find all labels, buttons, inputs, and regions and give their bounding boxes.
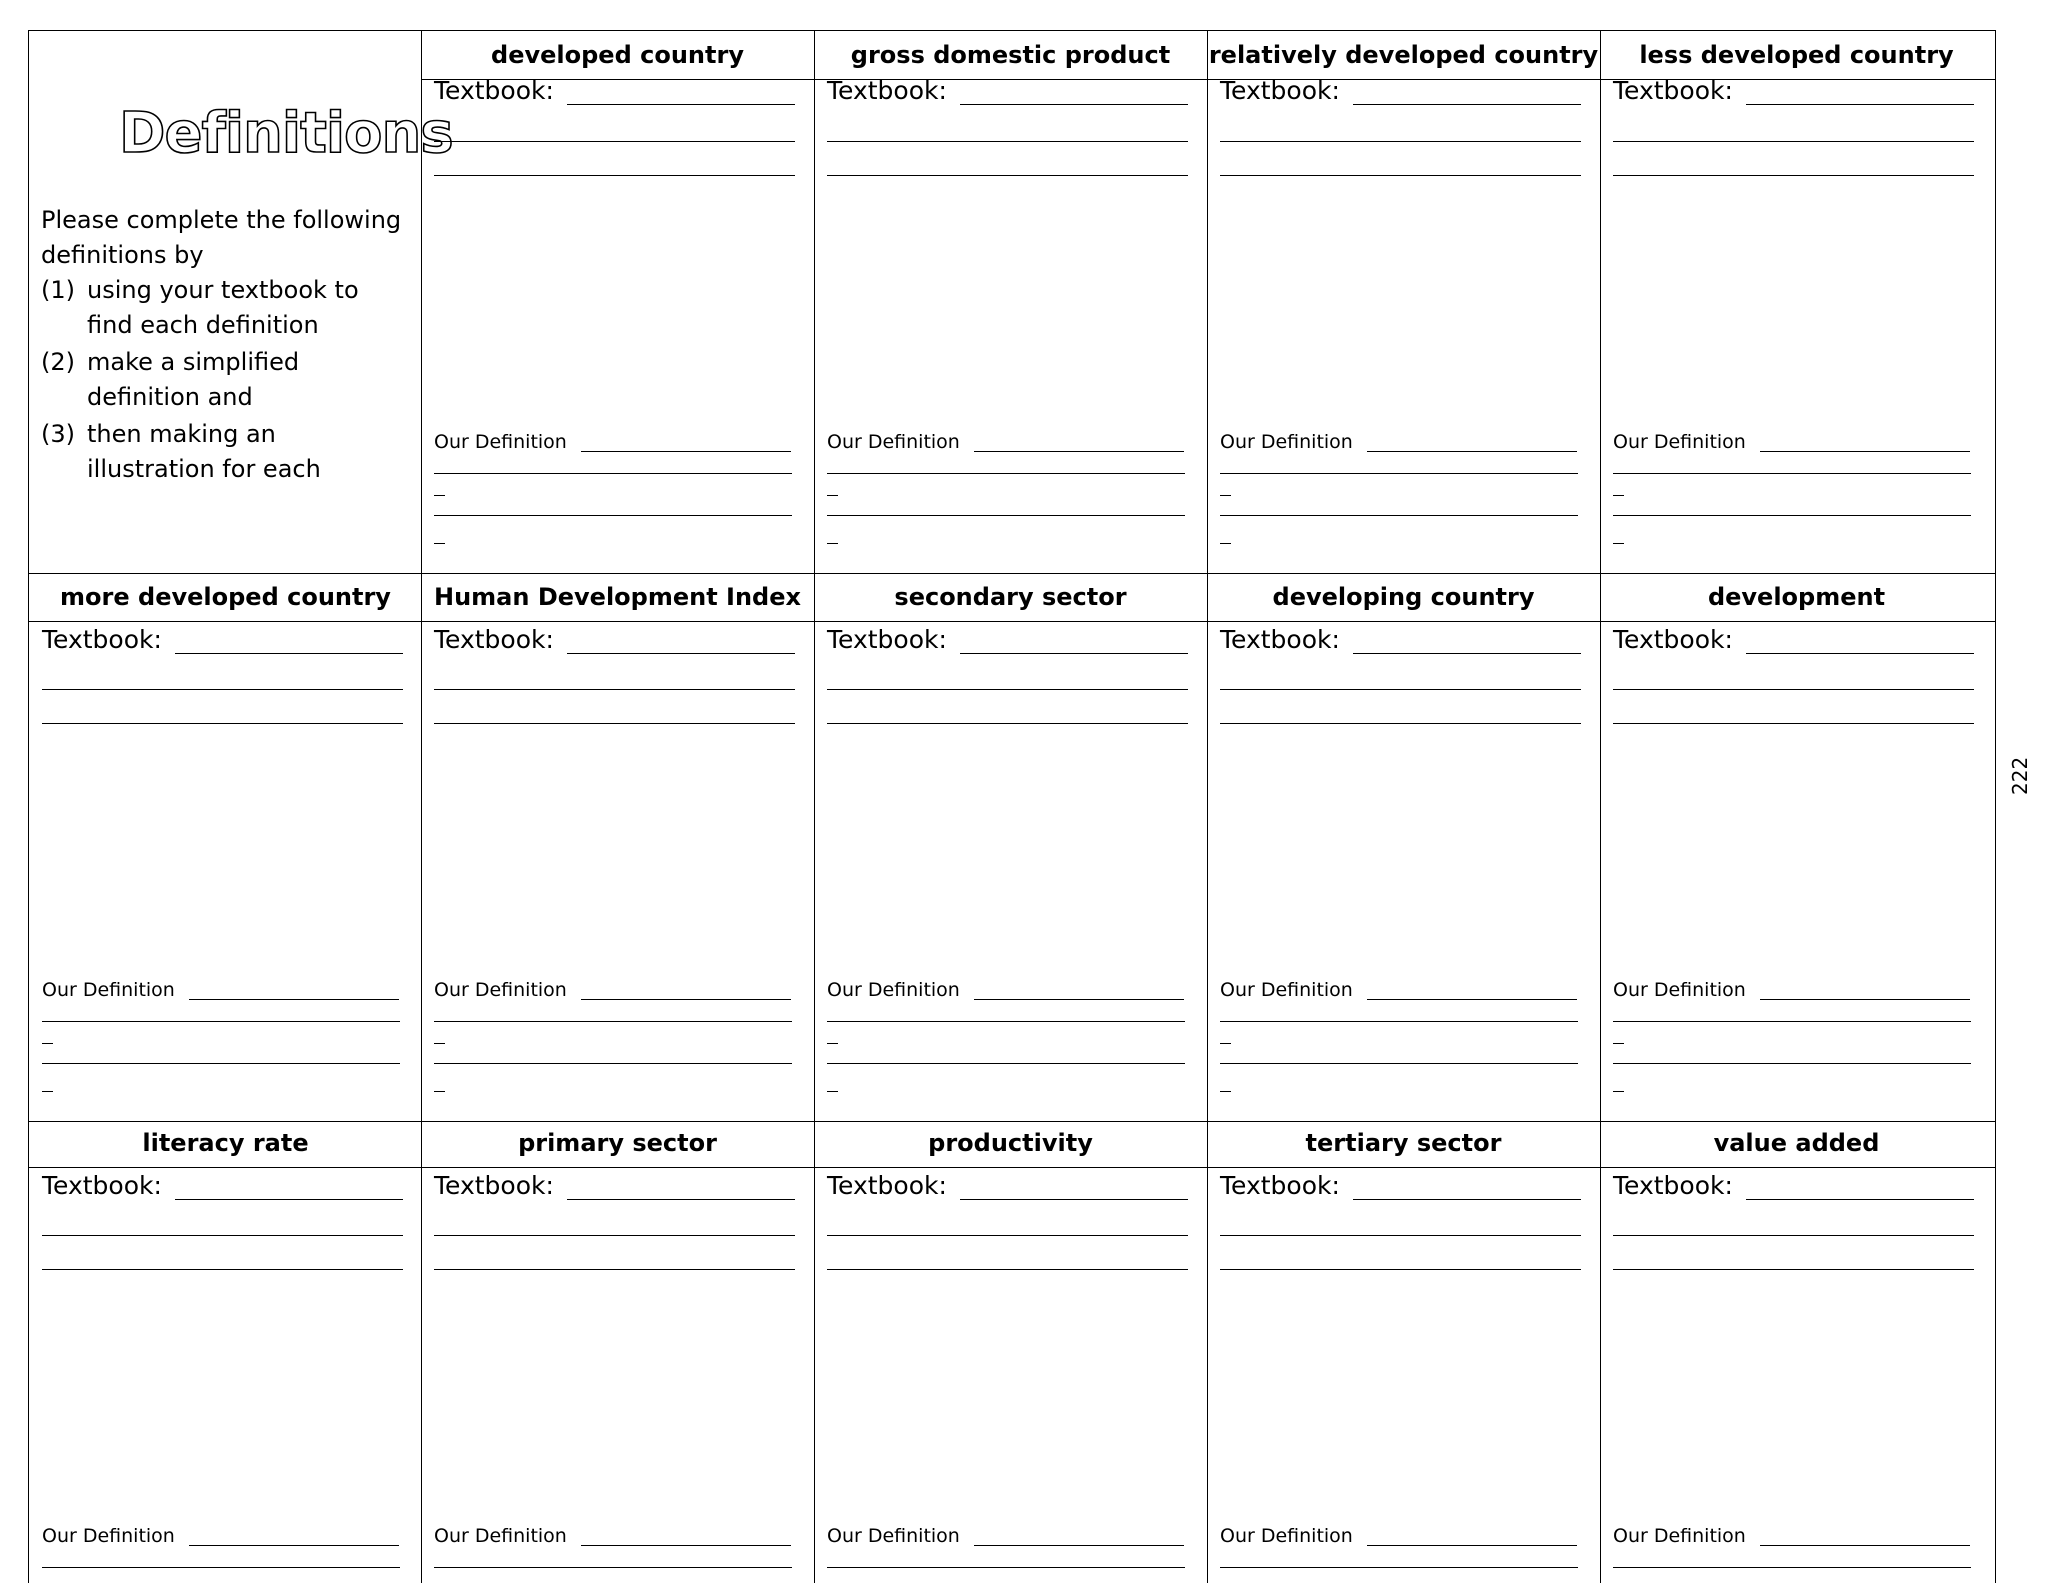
textbook-answer-line	[434, 689, 795, 690]
textbook-answer-line	[42, 1269, 403, 1270]
our-definition-label: Our Definition	[827, 431, 960, 453]
textbook-answer-line	[1746, 1199, 1974, 1200]
step-text: then making an illustration for each	[87, 420, 321, 483]
textbook-label: Textbook:	[827, 76, 947, 105]
textbook-answer-line	[1613, 689, 1974, 690]
our-definition-line	[581, 1545, 791, 1546]
textbook-label: Textbook:	[434, 625, 554, 654]
our-definition-line	[1220, 1021, 1578, 1022]
textbook-answer-line	[1746, 104, 1974, 105]
dash-mark	[827, 543, 838, 544]
step-text: make a simplified definition and	[87, 348, 300, 411]
row-divider	[29, 621, 1995, 622]
textbook-answer-line	[1220, 1269, 1581, 1270]
our-definition-label: Our Definition	[434, 979, 567, 1001]
dash-mark	[434, 1043, 445, 1044]
our-definition-label: Our Definition	[42, 1525, 175, 1547]
our-definition-label: Our Definition	[827, 1525, 960, 1547]
textbook-answer-line	[1220, 141, 1581, 142]
textbook-answer-line	[567, 104, 795, 105]
our-definition-line	[1220, 473, 1578, 474]
textbook-answer-line	[1613, 141, 1974, 142]
our-definition-line	[434, 1021, 792, 1022]
dash-mark	[434, 543, 445, 544]
term-heading: relatively developed country	[1208, 41, 1599, 69]
our-definition-line	[434, 1567, 792, 1568]
our-definition-line	[974, 451, 1184, 452]
step-number: (1)	[41, 276, 75, 304]
textbook-label: Textbook:	[1613, 76, 1733, 105]
row-divider	[29, 1167, 1995, 1168]
dash-mark	[42, 1043, 53, 1044]
term-heading: primary sector	[518, 1129, 717, 1157]
textbook-answer-line	[960, 1199, 1188, 1200]
term-heading: less developed country	[1639, 41, 1954, 69]
our-definition-line	[434, 473, 792, 474]
our-definition-label: Our Definition	[434, 431, 567, 453]
dash-mark	[42, 1091, 53, 1092]
our-definition-line	[827, 1567, 1185, 1568]
our-definition-label: Our Definition	[1613, 431, 1746, 453]
worksheet-grid	[28, 30, 1996, 1583]
textbook-answer-line	[434, 723, 795, 724]
textbook-label: Textbook:	[1220, 625, 1340, 654]
textbook-label: Textbook:	[42, 625, 162, 654]
textbook-answer-line	[434, 1235, 795, 1236]
our-definition-label: Our Definition	[42, 979, 175, 1001]
textbook-answer-line	[827, 175, 1188, 176]
row-divider	[421, 79, 1995, 80]
our-definition-line	[189, 999, 399, 1000]
textbook-answer-line	[42, 723, 403, 724]
textbook-answer-line	[42, 1235, 403, 1236]
column-divider	[814, 31, 815, 1583]
textbook-answer-line	[1613, 723, 1974, 724]
our-definition-line	[434, 515, 792, 516]
our-definition-line	[1613, 473, 1971, 474]
textbook-answer-line	[434, 141, 795, 142]
term-heading: more developed country	[60, 583, 391, 611]
textbook-answer-line	[1613, 1269, 1974, 1270]
our-definition-line	[434, 1063, 792, 1064]
row-divider	[29, 573, 1995, 574]
our-definition-line	[42, 1063, 400, 1064]
textbook-answer-line	[567, 1199, 795, 1200]
textbook-answer-line	[827, 1235, 1188, 1236]
textbook-answer-line	[1353, 653, 1581, 654]
textbook-answer-line	[175, 653, 403, 654]
our-definition-line	[1760, 1545, 1970, 1546]
textbook-answer-line	[1220, 175, 1581, 176]
textbook-label: Textbook:	[1220, 1171, 1340, 1200]
textbook-label: Textbook:	[1613, 1171, 1733, 1200]
our-definition-line	[1367, 1545, 1577, 1546]
our-definition-line	[581, 999, 791, 1000]
textbook-answer-line	[1220, 689, 1581, 690]
textbook-label: Textbook:	[434, 1171, 554, 1200]
our-definition-line	[581, 451, 791, 452]
page-title: Definitions	[119, 101, 453, 166]
textbook-answer-line	[960, 104, 1188, 105]
column-divider	[421, 31, 422, 1583]
term-heading: development	[1707, 583, 1886, 611]
our-definition-line	[1613, 1021, 1971, 1022]
textbook-label: Textbook:	[42, 1171, 162, 1200]
textbook-label: Textbook:	[827, 625, 947, 654]
instructions-intro: Please complete the following definitions by	[41, 206, 402, 269]
term-heading: developing country	[1272, 583, 1535, 611]
our-definition-line	[1613, 1567, 1971, 1568]
our-definition-line	[827, 515, 1185, 516]
textbook-answer-line	[1613, 1235, 1974, 1236]
our-definition-label: Our Definition	[827, 979, 960, 1001]
dash-mark	[1613, 543, 1624, 544]
textbook-answer-line	[175, 1199, 403, 1200]
dash-mark	[1613, 495, 1624, 496]
step-number: (3)	[41, 420, 75, 448]
our-definition-label: Our Definition	[1220, 979, 1353, 1001]
our-definition-line	[189, 1545, 399, 1546]
our-definition-label: Our Definition	[1220, 431, 1353, 453]
our-definition-line	[1760, 451, 1970, 452]
textbook-answer-line	[1613, 175, 1974, 176]
textbook-answer-line	[1746, 653, 1974, 654]
our-definition-line	[1220, 1063, 1578, 1064]
our-definition-line	[1613, 515, 1971, 516]
textbook-label: Textbook:	[1613, 625, 1733, 654]
our-definition-line	[827, 1021, 1185, 1022]
dash-mark	[1220, 1091, 1231, 1092]
page-number: 222	[2008, 756, 2032, 795]
our-definition-line	[827, 473, 1185, 474]
dash-mark	[827, 1091, 838, 1092]
textbook-answer-line	[1353, 104, 1581, 105]
term-heading: gross domestic product	[850, 41, 1171, 69]
our-definition-line	[1220, 515, 1578, 516]
term-heading: tertiary sector	[1305, 1129, 1502, 1157]
dash-mark	[1613, 1043, 1624, 1044]
our-definition-line	[1367, 451, 1577, 452]
textbook-answer-line	[960, 653, 1188, 654]
column-divider	[1600, 31, 1601, 1583]
dash-mark	[1613, 1091, 1624, 1092]
textbook-answer-line	[434, 1269, 795, 1270]
textbook-answer-line	[827, 141, 1188, 142]
dash-mark	[434, 1091, 445, 1092]
textbook-label: Textbook:	[434, 76, 554, 105]
textbook-answer-line	[567, 653, 795, 654]
term-heading: productivity	[928, 1129, 1093, 1157]
our-definition-label: Our Definition	[1613, 979, 1746, 1001]
dash-mark	[827, 1043, 838, 1044]
our-definition-line	[42, 1567, 400, 1568]
dash-mark	[1220, 543, 1231, 544]
textbook-label: Textbook:	[1220, 76, 1340, 105]
our-definition-label: Our Definition	[1613, 1525, 1746, 1547]
textbook-answer-line	[827, 689, 1188, 690]
our-definition-line	[1367, 999, 1577, 1000]
textbook-label: Textbook:	[827, 1171, 947, 1200]
step-text: using your textbook to find each definition	[87, 276, 359, 339]
our-definition-line	[827, 1063, 1185, 1064]
term-heading: literacy rate	[142, 1129, 309, 1157]
term-heading: Human Development Index	[434, 583, 801, 611]
dash-mark	[1220, 1043, 1231, 1044]
textbook-answer-line	[434, 175, 795, 176]
our-definition-line	[974, 1545, 1184, 1546]
row-divider	[29, 1121, 1995, 1122]
term-heading: value added	[1713, 1129, 1880, 1157]
our-definition-line	[1760, 999, 1970, 1000]
term-heading: developed country	[491, 41, 744, 69]
our-definition-line	[1613, 1063, 1971, 1064]
our-definition-label: Our Definition	[1220, 1525, 1353, 1547]
textbook-answer-line	[827, 1269, 1188, 1270]
textbook-answer-line	[42, 689, 403, 690]
term-heading: secondary sector	[894, 583, 1127, 611]
our-definition-label: Our Definition	[434, 1525, 567, 1547]
dash-mark	[1220, 495, 1231, 496]
our-definition-line	[974, 999, 1184, 1000]
textbook-answer-line	[1220, 723, 1581, 724]
step-number: (2)	[41, 348, 75, 376]
textbook-answer-line	[1353, 1199, 1581, 1200]
our-definition-line	[42, 1021, 400, 1022]
textbook-answer-line	[1220, 1235, 1581, 1236]
textbook-answer-line	[827, 723, 1188, 724]
column-divider	[1207, 31, 1208, 1583]
dash-mark	[827, 495, 838, 496]
our-definition-line	[1220, 1567, 1578, 1568]
dash-mark	[434, 495, 445, 496]
